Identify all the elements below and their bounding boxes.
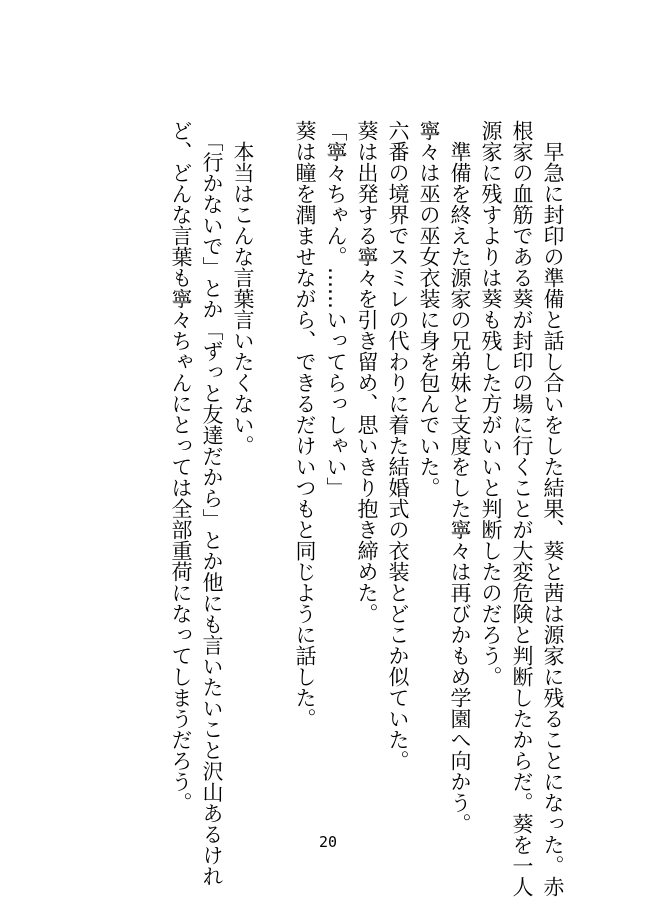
text-line-12: 「行かないで」とか「ずっと友達だから」とか他にも言いたいこと沢山あるけれ	[200, 120, 224, 887]
page-number: 20	[318, 833, 338, 851]
text-line-4: 準備を終えた源家の兄弟妹と支度をした寧々は再びかもめ学園へ向かう。	[448, 120, 472, 834]
text-line-7: 葵は出発する寧々を引き留め、思いきり抱き締めた。	[355, 120, 379, 624]
text-line-8: 「寧々ちゃん。……いってらっしゃい」	[324, 120, 348, 498]
text-line-6: 六番の境界でスミレの代わりに着た結婚式の衣装とどこか似ていた。	[386, 120, 410, 771]
text-line-11: 本当はこんな言葉言いたくない。	[231, 120, 255, 456]
text-line-1: 早急に封印の準備と話し合いをした結果、葵と茜は源家に残ることになった。赤	[541, 120, 565, 897]
text-line-9: 葵は瞳を潤ませながら、できるだけいつもと同じように話した。	[293, 120, 317, 729]
text-line-3: 源家に残すよりは葵も残した方がいいと判断したのだろう。	[479, 120, 503, 687]
text-line-2: 根家の血筋である葵が封印の場に行くことが大変危険と判断したからだ。葵を一人	[510, 120, 534, 897]
text-line-13: ど、どんな言葉も寧々ちゃんにとっては全部重荷になってしまうだろう。	[169, 120, 193, 813]
text-line-5: 寧々は巫の巫女衣装に身を包んでいた。	[417, 120, 441, 498]
paragraph-gap	[258, 120, 289, 820]
